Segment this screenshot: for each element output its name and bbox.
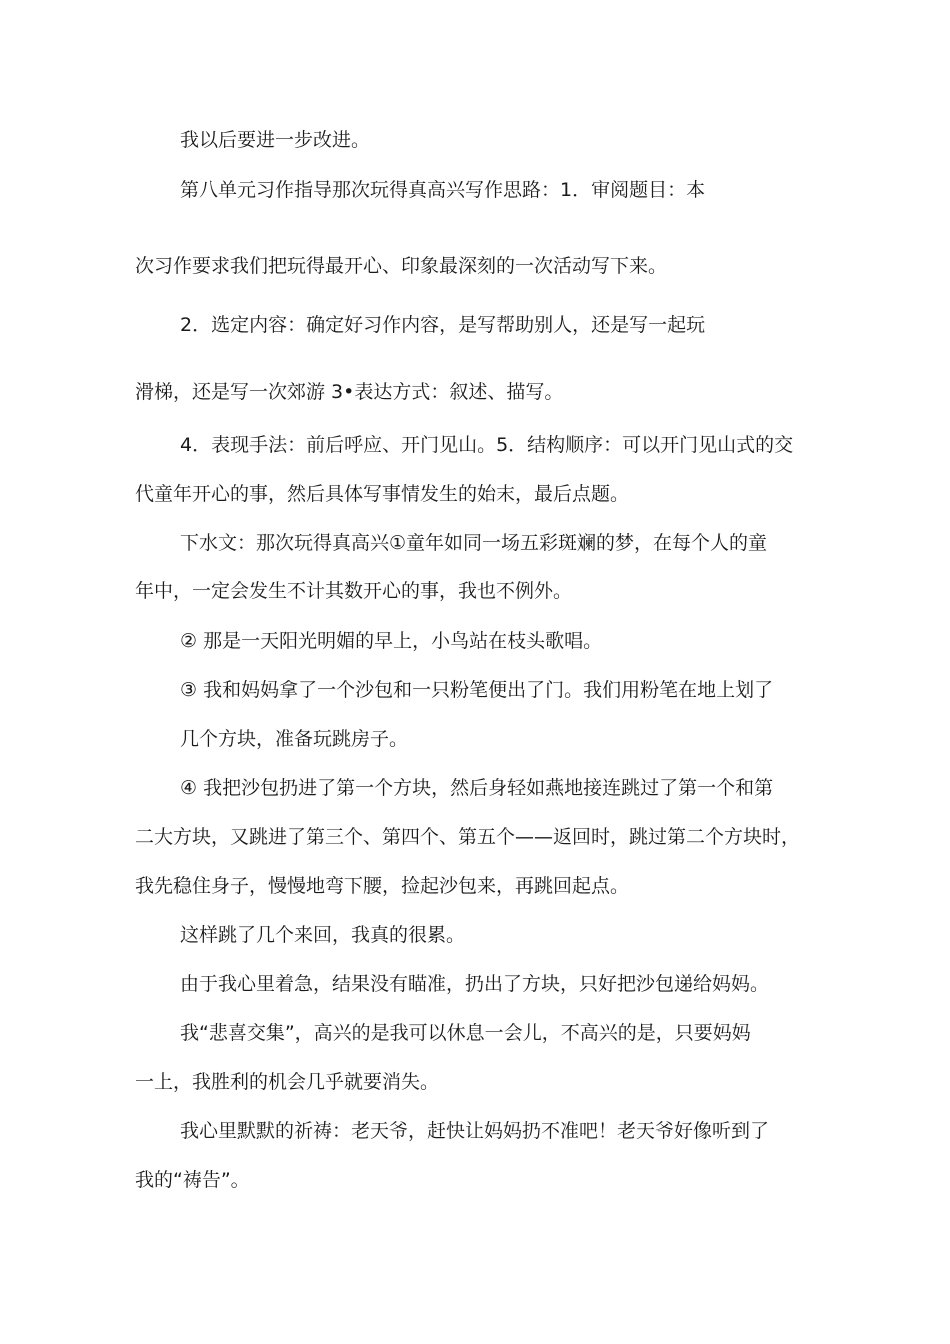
paragraph-line: 次习作要求我们把玩得最开心、印象最深刻的一次活动写下来。 — [135, 255, 668, 277]
paragraph-line: 这样跳了几个来回，我真的很累。 — [180, 924, 466, 946]
paragraph-line: 一上，我胜利的机会几乎就要消失。 — [135, 1071, 440, 1093]
paragraph-line: 下水文：那次玩得真高兴①童年如同一场五彩斑斓的梦，在每个人的童 — [180, 532, 768, 554]
paragraph-line: 我先稳住身子，慢慢地弯下腰，捡起沙包来，再跳回起点。 — [135, 875, 630, 897]
paragraph-line: 2．选定内容：确定好习作内容，是写帮助别人，还是写一起玩 — [180, 314, 706, 336]
paragraph-line: ③ 我和妈妈拿了一个沙包和一只粉笔便出了门。我们用粉笔在地上划了 — [180, 679, 774, 701]
paragraph-line: 我心里默默的祈祷：老天爷，赶快让妈妈扔不准吧！老天爷好像听到了 — [180, 1120, 770, 1142]
paragraph-line: 年中，一定会发生不计其数开心的事，我也不例外。 — [135, 580, 573, 602]
paragraph-line: 二大方块，又跳进了第三个、第四个、第五个——返回时，跳过第二个方块时， — [135, 826, 801, 848]
paragraph-line: 第八单元习作指导那次玩得真高兴写作思路：1．审阅题目：本 — [180, 179, 706, 201]
paragraph-line: 4．表现手法：前后呼应、开门见山。5．结构顺序：可以开门见山式的交 — [180, 434, 794, 456]
paragraph-line: 我的“祷告”。 — [135, 1169, 250, 1191]
paragraph-line: 我“悲喜交集”，高兴的是我可以休息一会儿，不高兴的是，只要妈妈 — [180, 1022, 751, 1044]
paragraph-line: 滑梯，还是写一次郊游 3•表达方式：叙述、描写。 — [135, 381, 564, 403]
paragraph-line: 代童年开心的事，然后具体写事情发生的始末，最后点题。 — [135, 483, 630, 505]
paragraph-line: ② 那是一天阳光明媚的早上，小鸟站在枝头歌唱。 — [180, 630, 603, 652]
paragraph-line: ④ 我把沙包扔进了第一个方块，然后身轻如燕地接连跳过了第一个和第 — [180, 777, 774, 799]
paragraph-line: 由于我心里着急，结果没有瞄准，扔出了方块，只好把沙包递给妈妈。 — [180, 973, 770, 995]
paragraph-line: 几个方块，准备玩跳房子。 — [180, 728, 409, 750]
paragraph-line: 我以后要进一步改进。 — [180, 129, 371, 151]
